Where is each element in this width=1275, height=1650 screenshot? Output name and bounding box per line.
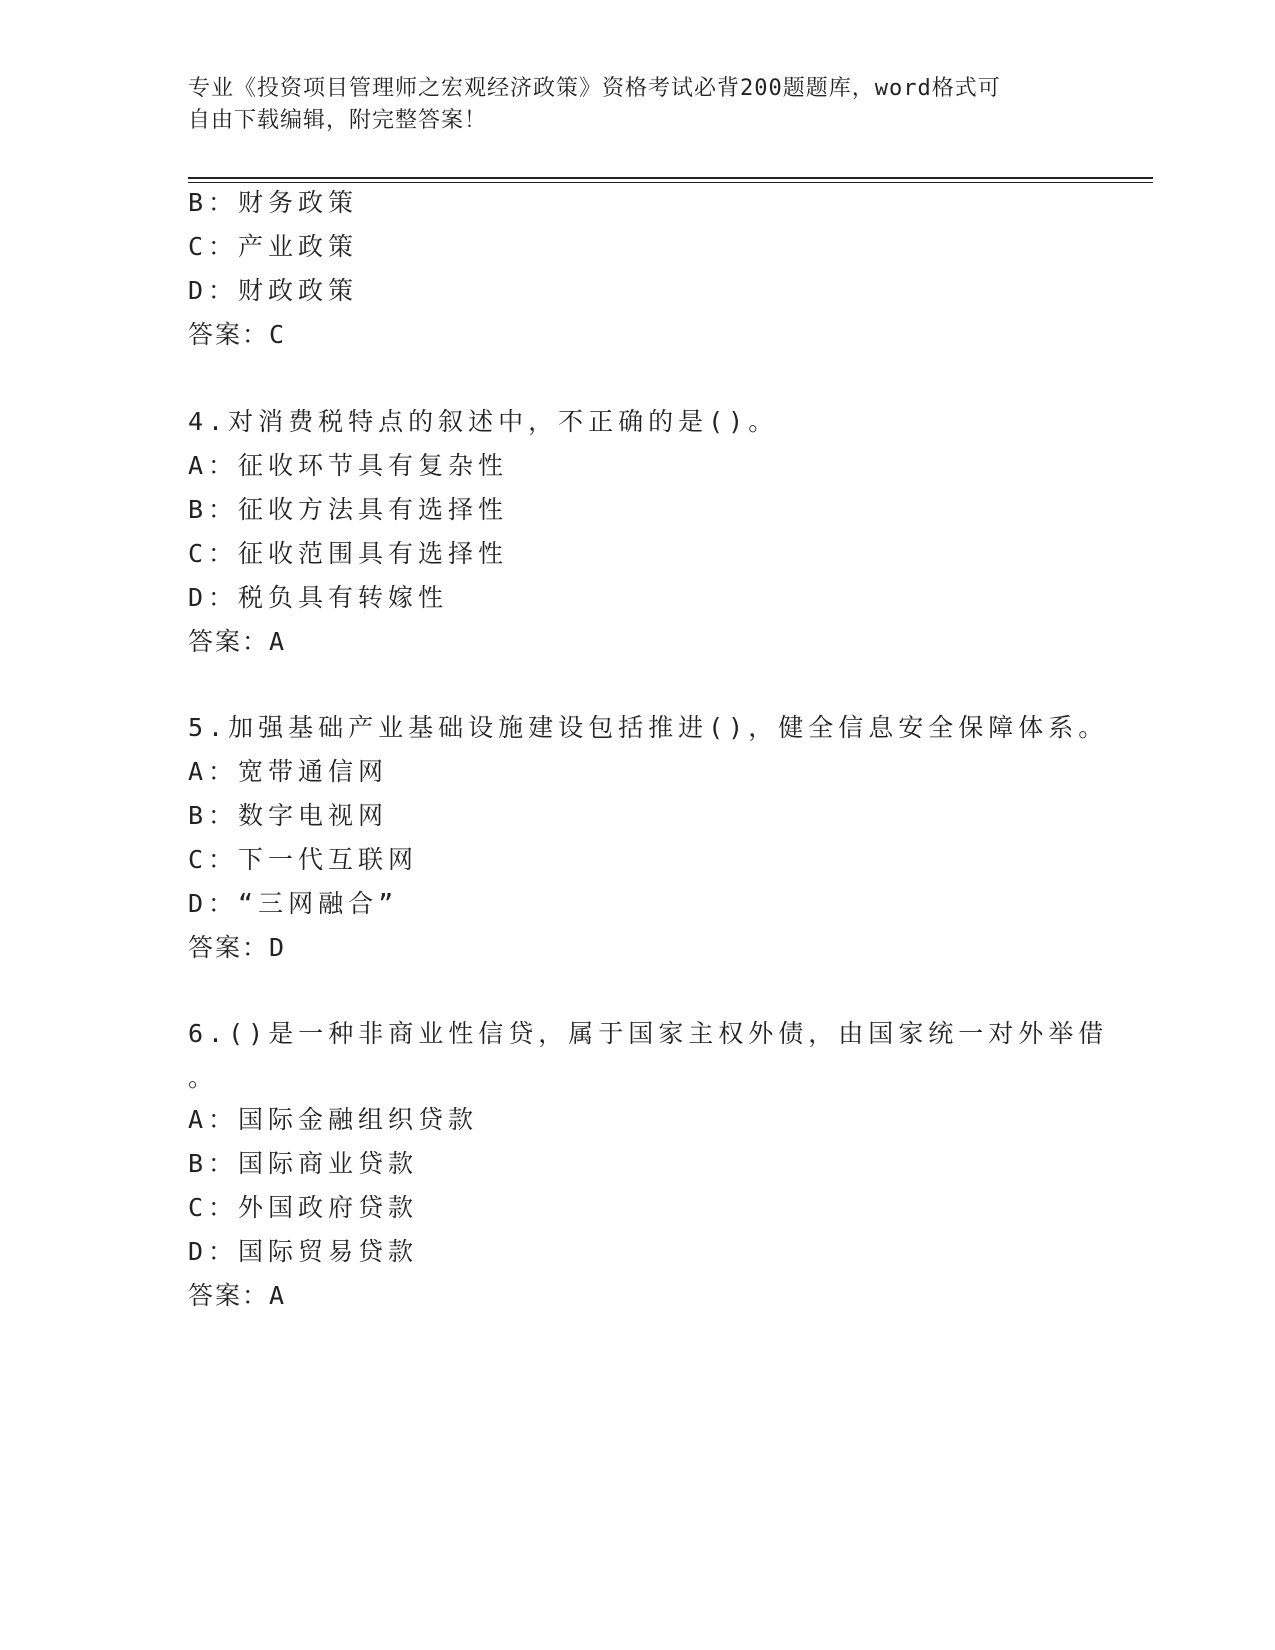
q4-option-a: A：征收环节具有复杂性 [188, 451, 509, 480]
q4-answer: 答案：A [188, 627, 287, 656]
header-line-2: 自由下载编辑，附完整答案！ [188, 108, 488, 133]
q3-option-d: D：财政政策 [188, 276, 359, 305]
q5-option-d: D：“三网融合” [188, 889, 399, 918]
document-header [188, 73, 1088, 137]
q6-option-c: C：外国政府贷款 [188, 1193, 419, 1222]
q4-option-c: C：征收范围具有选择性 [188, 539, 509, 568]
q3-option-b: B：财务政策 [188, 188, 359, 217]
q3-option-c: C：产业政策 [188, 232, 359, 261]
q6-option-d: D：国际贸易贷款 [188, 1237, 419, 1266]
q6-option-b: B：国际商业贷款 [188, 1149, 419, 1178]
q5-answer: 答案：D [188, 933, 287, 962]
q4-option-b: B：征收方法具有选择性 [188, 495, 509, 524]
q6-answer: 答案：A [188, 1281, 287, 1310]
q6-stem: 6.()是一种非商业性信贷，属于国家主权外债，由国家统一对外举借 [188, 1019, 1109, 1048]
q5-option-c: C：下一代互联网 [188, 845, 419, 874]
q6-option-a: A：国际金融组织贷款 [188, 1105, 479, 1134]
header-line-1: 专业《投资项目管理师之宏观经济政策》资格考试必背200题题库，word格式可 [188, 76, 1001, 101]
header-divider-thick [188, 177, 1153, 179]
q4-option-d: D：税负具有转嫁性 [188, 583, 449, 612]
header-divider-thin [188, 182, 1153, 183]
q5-stem: 5.加强基础产业基础设施建设包括推进()，健全信息安全保障体系。 [188, 713, 1109, 742]
q5-option-a: A：宽带通信网 [188, 757, 389, 786]
q4-stem: 4.对消费税特点的叙述中，不正确的是()。 [188, 407, 779, 436]
q3-answer: 答案：C [188, 320, 287, 349]
q5-option-b: B：数字电视网 [188, 801, 389, 830]
q6-stem-continuation: 。 [188, 1063, 219, 1092]
